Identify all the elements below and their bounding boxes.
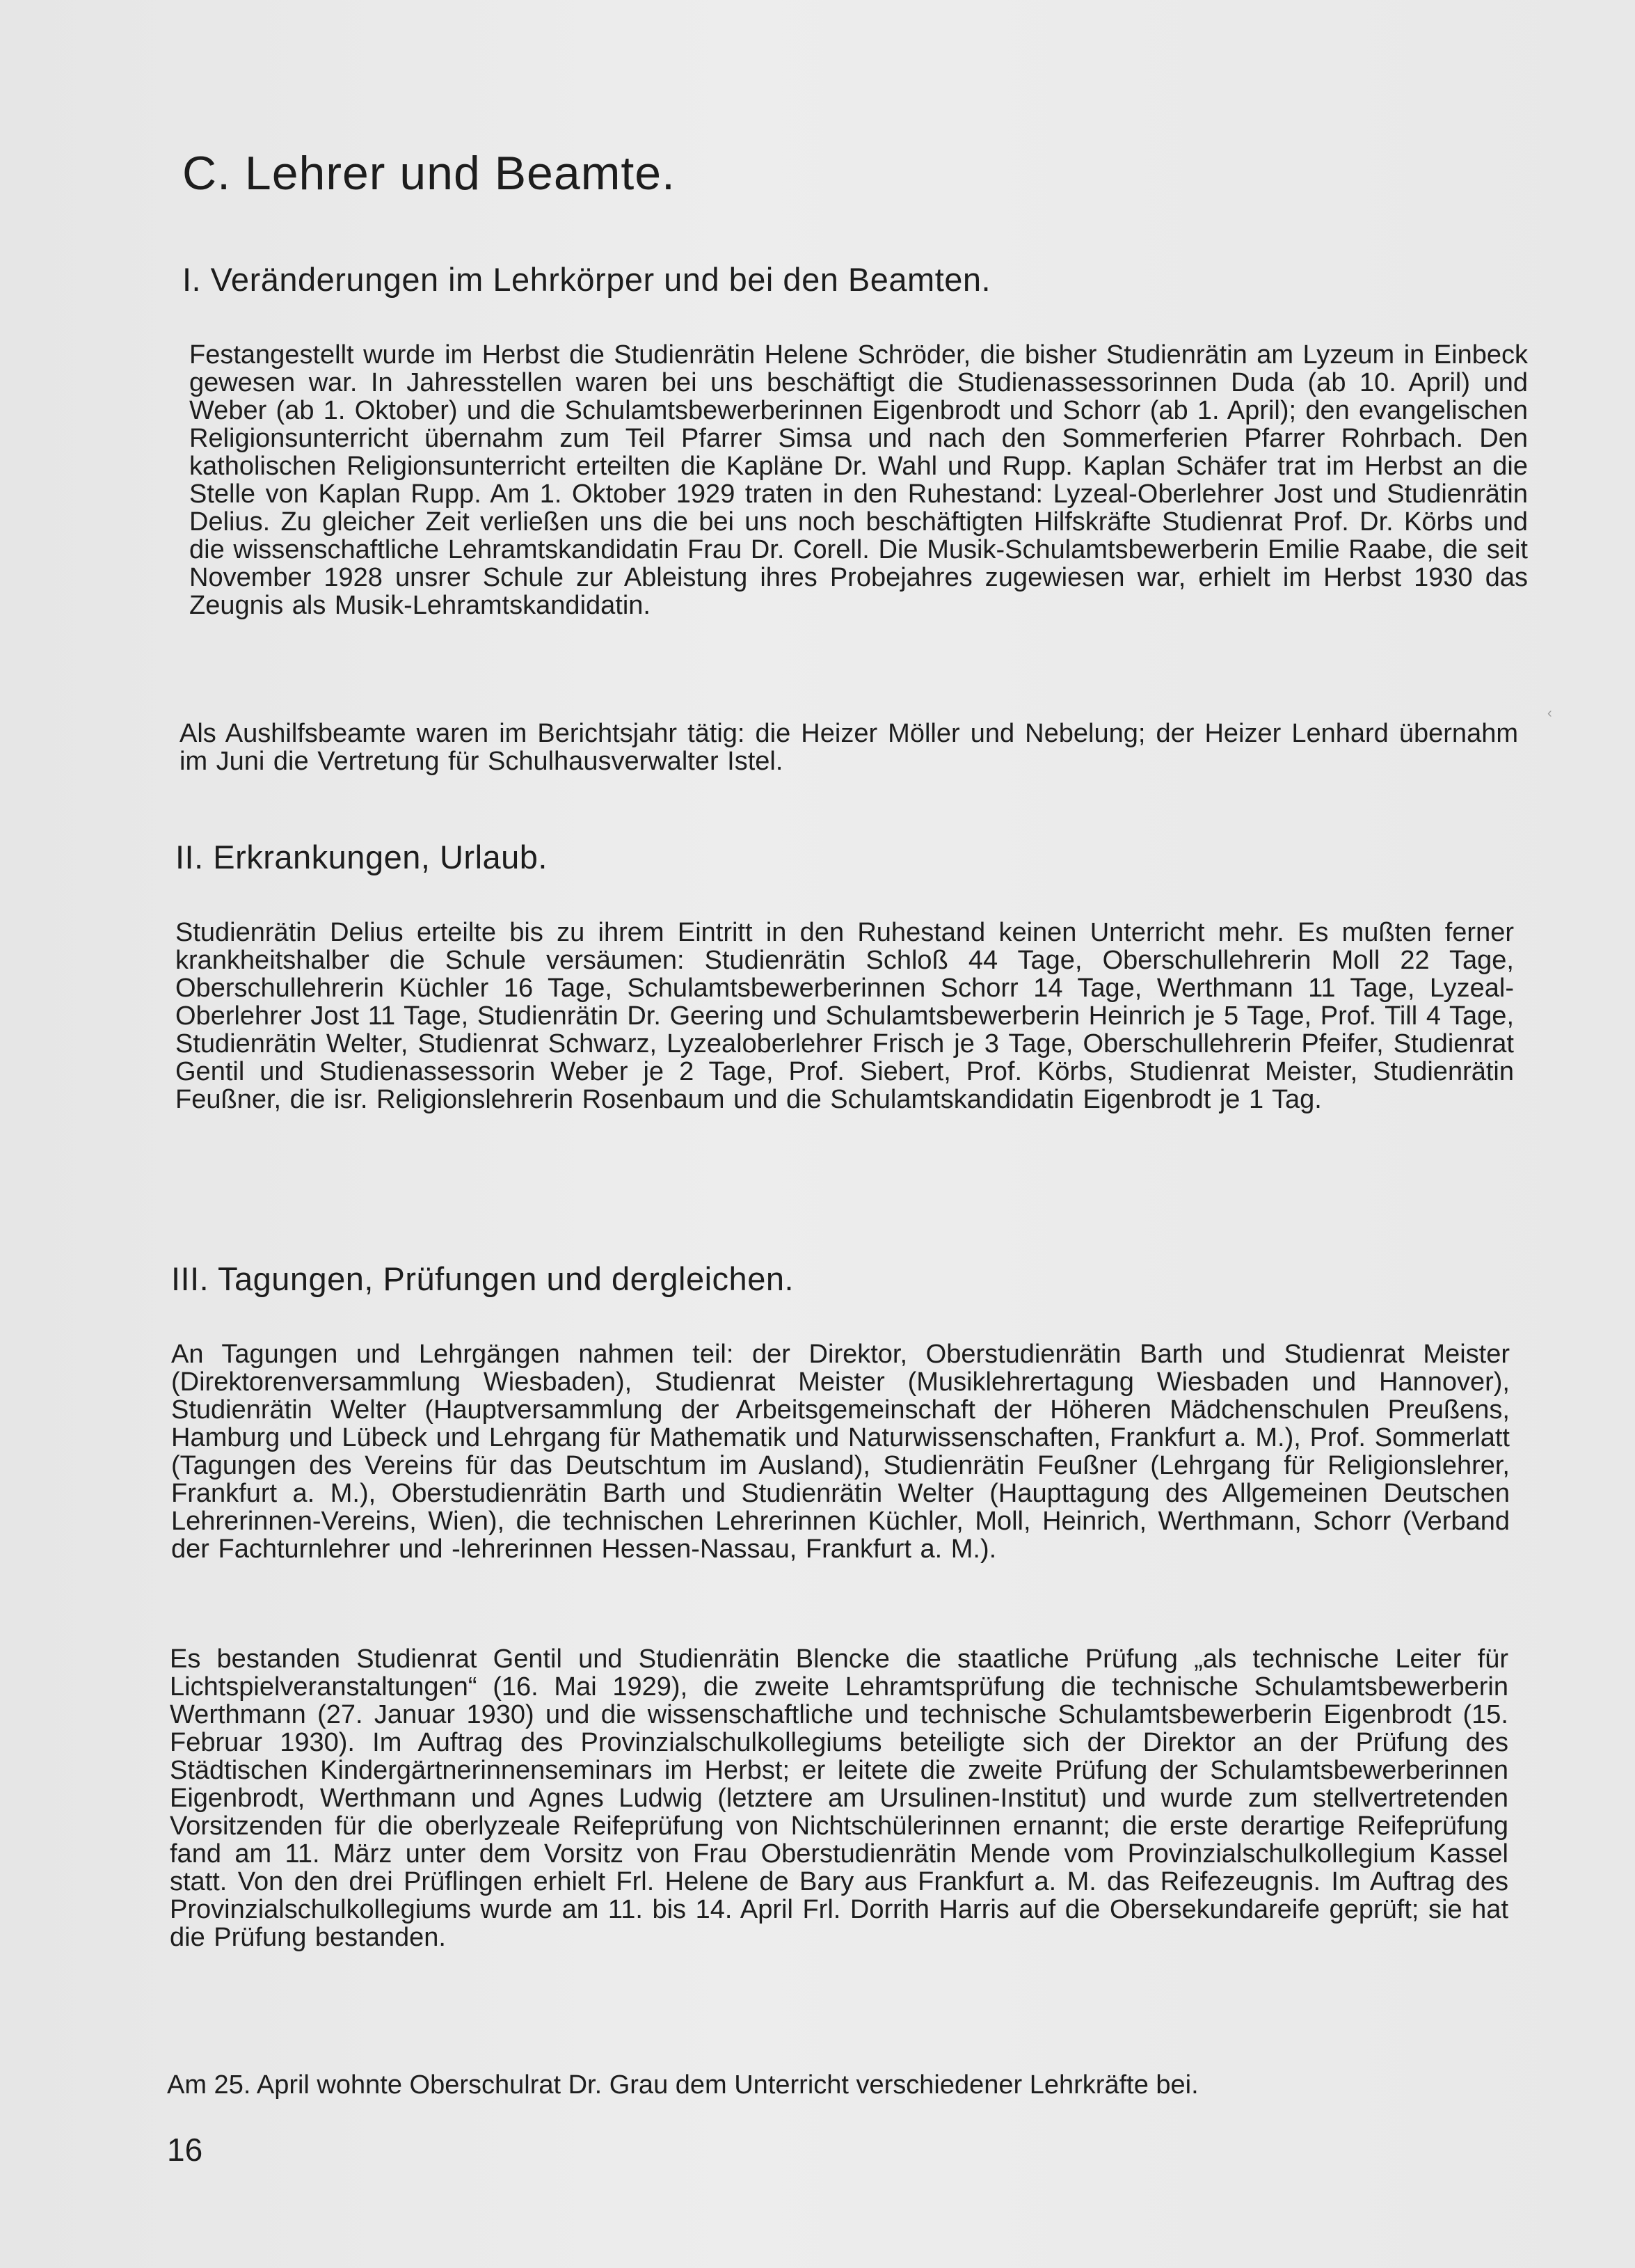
paragraph-tagungen: An Tagungen und Lehrgängen nahmen teil: der Direktor, Oberstudienrätin Barth und Studienrat Meister (Direktorenversammlung Wiesbaden), Studienrat Meister (Musiklehrertagung Wiesbaden und Hannover), Studienrätin Welter (Hauptversammlung der Arbeitsgemeinschaft der Höheren Mädchenschulen Preußens, Hamburg und Lübeck und Lehrgang für Mathematik und Naturwissenschaften, Frankfurt a. M.), Prof. Sommerlatt (Tagungen des Vereins für das Deutschtum im Ausland), Studienrätin Feußner (Lehrgang für Religionslehrer, Frankfurt a. M.), Oberstudienrätin Barth und Studienrätin Welter (Haupttagung des Allgemeinen Deutschen Lehrerinnen-Vereins, Wien), die technischen Lehrerinnen Küchler, Moll, Heinrich, Werthmann, Schorr (Verband der Fachturnlehrer und -lehrerinnen Hessen-Nassau, Frankfurt a. M.). bbox=[171, 1340, 1510, 1564]
paragraph-erkrankungen: Studienrätin Delius erteilte bis zu ihrem Eintritt in den Ruhestand keinen Unterricht mehr. Es mußten ferner krankheitshalber die Schule versäumen: Studienrätin Schloß 44 Tage, Oberschullehrerin Moll 22 Tage, Oberschullehrerin Küchler 16 Tage, Schulamtsbewerberinnen Schorr 14 Tage, Werthmann 11 Tage, Lyzeal-Oberlehrer Jost 11 Tage, Studienrätin Dr. Geering und Schulamtsbewerberin Heinrich je 5 Tage, Prof. Till 4 Tage, Studienrätin Welter, Studienrat Schwarz, Lyzealoberlehrer Frisch je 3 Tage, Oberschullehrerin Pfeifer, Studienrat Gentil und Studienassessorin Weber je 2 Tage, Prof. Siebert, Prof. Körbs, Studienrat Meister, Studienrätin Feußner, die isr. Religionslehrerin Rosenbaum und die Schulamtskandidatin Eigenbrodt je 1 Tag. bbox=[175, 918, 1514, 1114]
heading-erkrankungen: II. Erkrankungen, Urlaub. bbox=[175, 839, 548, 875]
heading-tagungen: III. Tagungen, Prüfungen und dergleichen. bbox=[171, 1260, 795, 1297]
paragraph-pruefungen: Es bestanden Studienrat Gentil und Studienrätin Blencke die staatliche Prüfung „als technische Leiter für Lichtspielveranstaltungen“ (16. Mai 1929), die zweite Lehramtsprüfung die technische Schulamtsbewerberin Werthmann (27. Januar 1930) und die wissenschaftliche und technische Schulamtsbewerberin Eigenbrodt (15. Februar 1930). Im Auftrag des Provinzialschulkollegiums beteiligte sich der Direktor an der Prüfung des Städtischen Kindergärtnerinnenseminars im Herbst; er leitete die zweite Prüfung der Schulamtsbewerberinnen Eigenbrodt, Werthmann und Agnes Ludwig (letztere am Ursulinen-Institut) und wurde zum stellvertretenden Vorsitzenden für die oberlyzeale Reifeprüfung von Nichtschülerinnen ernannt; die erste derartige Reifeprüfung fand am 11. März unter dem Vorsitz von Frau Oberstudienrätin Mende vom Provinzialschulkollegium Kassel statt. Von den drei Prüflingen erhielt Frl. Helene de Bary aus Frankfurt a. M. das Reifezeugnis. Im Auftrag des Provinzialschulkollegiums wurde am 11. bis 14. April Frl. Dorrith Harris auf die Obersekundareife geprüft; sie hat die Prüfung bestanden. bbox=[170, 1644, 1508, 1952]
section-title: C. Lehrer und Beamte. bbox=[182, 147, 676, 200]
paragraph-veraenderungen: Festangestellt wurde im Herbst die Studienrätin Helene Schröder, die bisher Studienrätin am Lyzeum in Einbeck gewesen war. In Jahresstellen waren bei uns beschäftigt die Studienassessorinnen Duda (ab 10. April) und Weber (ab 1. Oktober) und die Schulamtsbewerberinnen Eigenbrodt und Schorr (ab 1. April); den evangelischen Religionsunterricht übernahm zum Teil Pfarrer Simsa und nach den Sommerferien Pfarrer Rohrbach. Den katholischen Religionsunterricht erteilten die Kapläne Dr. Wahl und Rupp. Kaplan Schäfer trat im Herbst an die Stelle von Kaplan Rupp. Am 1. Oktober 1929 traten in den Ruhestand: Lyzeal-Oberlehrer Jost und Studienrätin Delius. Zu gleicher Zeit verließen uns die bei uns noch beschäftigten Hilfskräfte Studienrat Prof. Dr. Körbs und die wissenschaftliche Lehramtskandidatin Frau Dr. Corell. Die Musik-Schulamtsbewerberin Emilie Raabe, die seit November 1928 unsrer Schule zur Ableistung ihres Probejahres zugewiesen war, erhielt im Herbst 1930 das Zeugnis als Musik-Lehramtskandidatin. bbox=[189, 340, 1528, 620]
paragraph-aushilfsbeamte: Als Aushilfsbeamte waren im Berichtsjahr tätig: die Heizer Möller und Nebelung; der Heizer Lenhard übernahm im Juni die Vertretung für Schulhausverwalter Istel. bbox=[180, 719, 1518, 776]
paragraph-besuch: Am 25. April wohnte Oberschulrat Dr. Grau dem Unterricht verschiedener Lehrkräfte bei. bbox=[167, 2070, 1199, 2100]
page-number: 16 bbox=[167, 2132, 203, 2168]
heading-veraenderungen: I. Veränderungen im Lehrkörper und bei den Beamten. bbox=[182, 261, 991, 298]
margin-mark: ‹ bbox=[1547, 706, 1552, 721]
